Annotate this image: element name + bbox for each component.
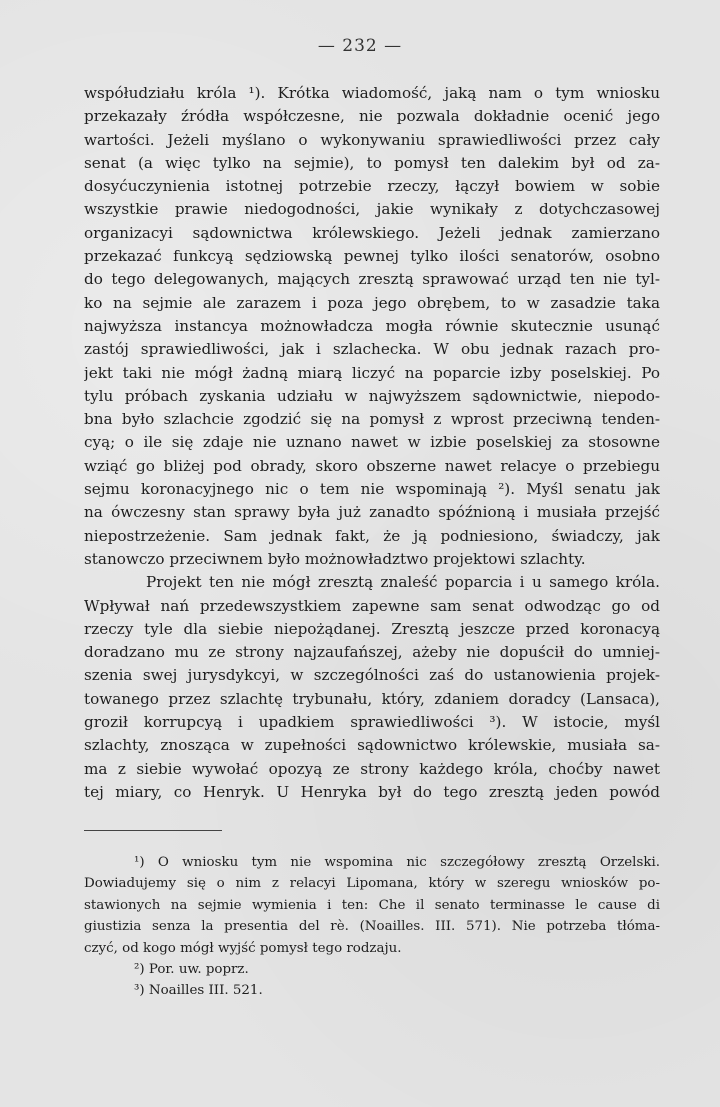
text-line: wziąć go bliżej pod obrady, skoro obszerne nawet relacye o przebiegu [84,456,660,475]
text-line: Wpływał nań przedewszystkiem zapewne sam senat odwodząc go od [84,596,660,615]
text-line: organizacyi sądownictwa królewskiego. Jeżeli jednak zamierzano [84,223,660,242]
text-line: groził korrupcyą i upadkiem sprawiedliwości ³). W istocie, myśl [84,713,660,732]
footnote-line: ¹) O wniosku tym nie wspomina nic szczegółowy zresztą Orzelski. [134,855,660,870]
text-line: ko na sejmie ale zarazem i poza jego obrębem, to w zasadzie taka [84,293,660,312]
text-line: Projekt ten nie mógł zresztą znaleść poparcia i u samego króla. [146,573,660,592]
text-line: na ówczesny stan sprawy była już zanadto spóźnioną i musiała przejść [84,503,660,522]
text-line: ma z siebie wywołać opozyą ze strony każdego króla, choćby nawet [84,759,660,778]
text-line: przekazać funkcyą sędziowską pewnej tylko ilości senatorów, osobno [84,247,660,266]
page-number: — 232 — [317,36,403,56]
footnote-line: Dowiadujemy się o nim z relacyi Lipomana, który w szeregu wniosków po- [84,876,660,892]
text-line: sejmu koronacyjnego nic o tem nie wspominają ²). Myśl senatu jak [84,480,660,499]
text-line: rzeczy tyle dla siebie niepożądanej. Zresztą jeszcze przed koronacyą [84,619,660,638]
text-line: stanowczo przeciwnem było możnowładztwo projektowi szlachty. [84,549,586,568]
text-line: bna było szlachcie zgodzić się na pomysł z wprost przeciwną tenden- [84,410,660,429]
text-line: wartości. Jeżeli myślano o wykonywaniu sprawiedliwości przez cały [84,130,660,149]
text-line: współudziału króla ¹). Krótka wiadomość, jaką nam o tym wniosku [84,84,660,102]
text-line: doradzano mu ze strony najzaufańszej, ażeby nie dopuścił do umniej- [84,643,660,662]
text-line: do tego delegowanych, mających zresztą sprawować urząd ten nie tyl- [84,270,660,289]
text-line: wszystkie prawie niedogodności, jakie wynikały z dotychczasowej [84,200,660,219]
text-line: dosyćuczynienia istotnej potrzebie rzeczy, łączył bowiem w sobie [84,177,660,196]
text-line: towanego przez szlachtę trybunału, który, zdaniem doradcy (Lansaca), [84,689,660,708]
main-text [84,82,660,804]
text-line: najwyższa instancya możnowładcza mogła równie skutecznie usunąć [84,316,660,335]
text-line: cyą; o ile się zdaje nie uznano nawet w izbie poselskiej za stosowne [84,433,660,452]
footnotes [84,852,660,1002]
text-line: szenia swej jurysdykcyi, w szczególności zaś do ustanowienia projek- [84,666,660,685]
text-line: niepostrzeżenie. Sam jednak fakt, że ją podniesiono, świadczy, jak [84,526,660,545]
footnote-line: ³) Noailles III. 521. [134,983,263,999]
text-line: zastój sprawiedliwości, jak i szlachecka. W obu jednak razach pro- [84,340,660,359]
text-line: tylu próbach zyskania udziału w najwyższem sądownictwie, niepodo- [84,386,660,405]
footnote-separator [84,830,222,831]
footnote-line: ²) Por. uw. poprz. [134,961,249,977]
text-line: senat (a więc tylko na sejmie), to pomysł ten dalekim był od za- [84,153,660,172]
text-line: szlachty, znosząca w zupełności sądownictwo królewskie, musiała sa- [84,736,660,755]
text-line: tej miary, co Henryk. U Henryka był do tego zresztą jeden powód [84,782,660,801]
footnote-line: stawionych na sejmie wymienia i ten: Che il senato terminasse le cause di [84,897,660,913]
text-line: przekazały źródła współczesne, nie pozwala dokładnie ocenić jego [84,107,660,126]
footnote-line: giustizia senza la presentia del rè. (Noailles. III. 571). Nie potrzeba tłóma- [84,919,660,935]
footnote-line: czyć, od kogo mógł wyjść pomysł tego rodzaju. [84,940,402,956]
text-line: jekt taki nie mógł żadną miarą liczyć na poparcie izby poselskiej. Po [84,363,660,382]
